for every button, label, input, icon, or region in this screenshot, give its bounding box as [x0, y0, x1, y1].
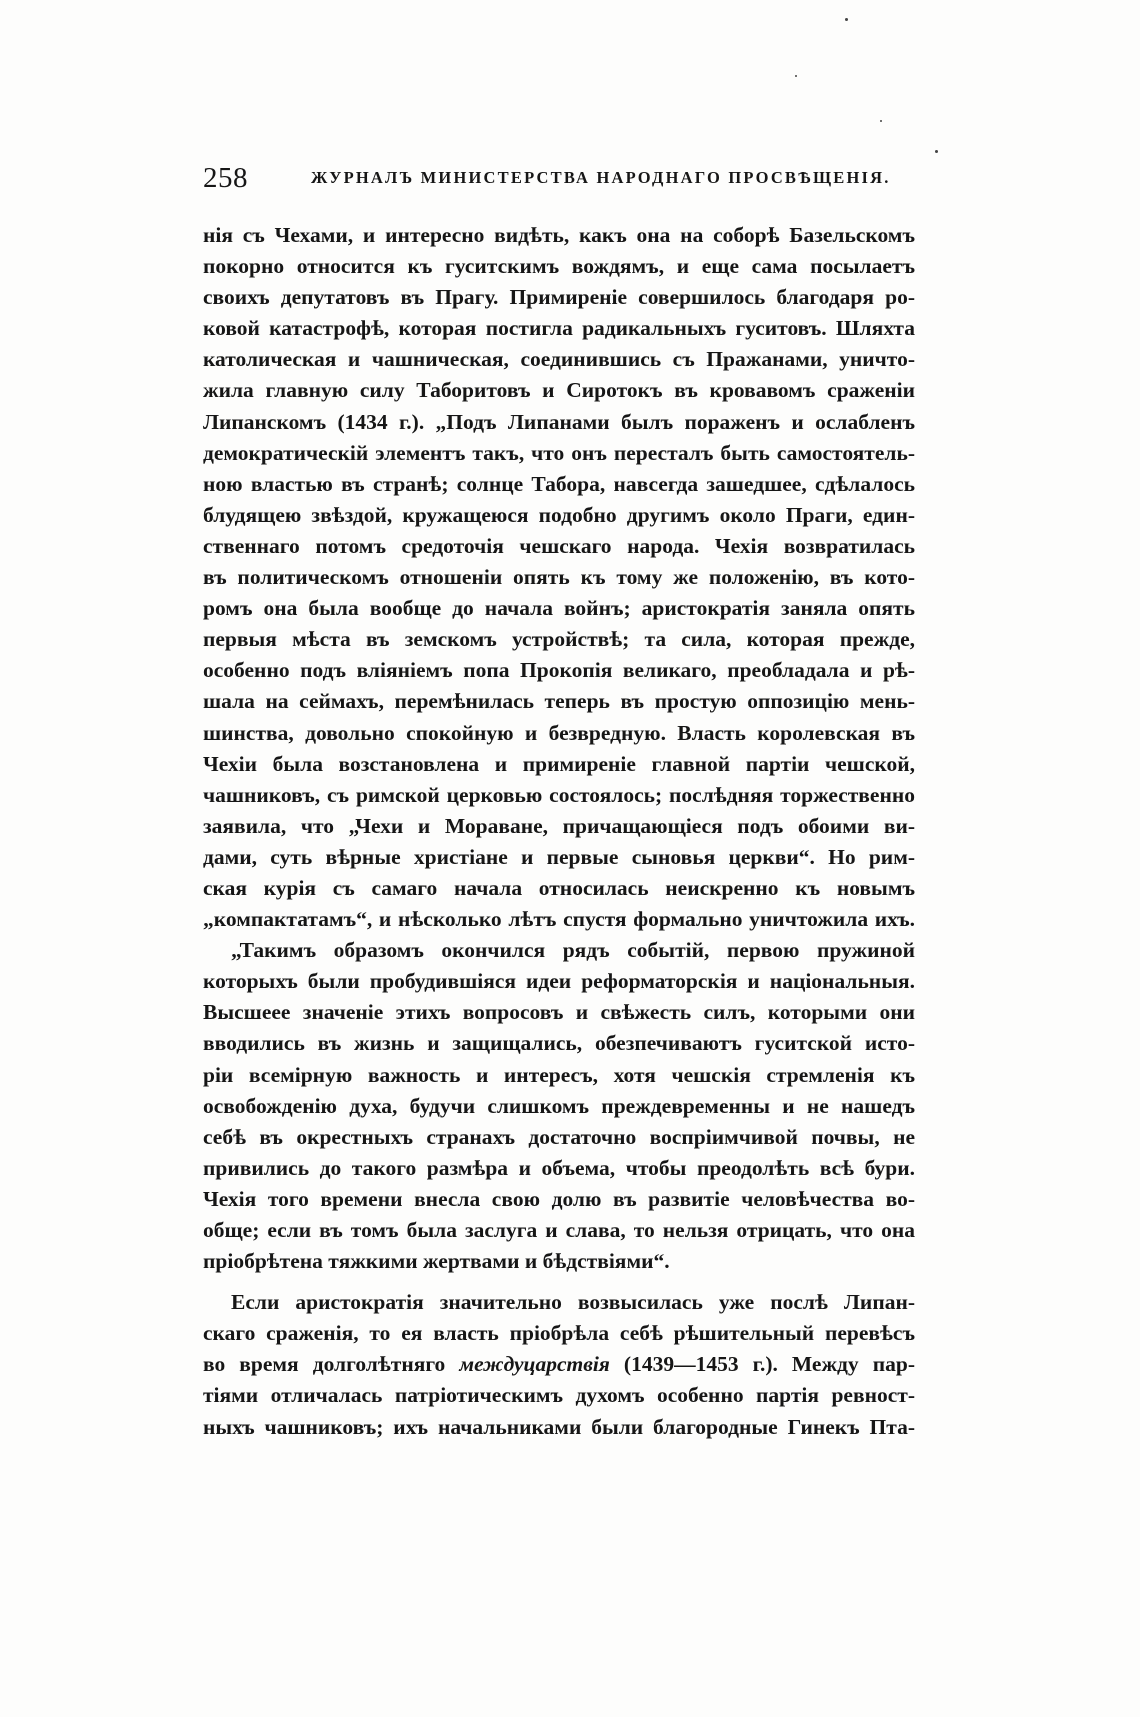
text-line: „компактатамъ“, и нѣсколько лѣтъ спустя формально уничтожила ихъ.: [203, 907, 915, 932]
body-text: [203, 220, 915, 1443]
text-line: скаго сраженія, то ея власть пріобрѣла себѣ рѣшительный перевѣсъ: [203, 1321, 915, 1346]
text-line: блудящею звѣздой, кружащеюся подобно другимъ около Праги, един-: [203, 502, 915, 527]
text-line: заявила, что „Чехи и Моравaне, причащающіеся подъ обоими ви-: [203, 813, 915, 838]
italic-term: междуцарствія: [459, 1352, 610, 1377]
text-run: во время долголѣтняго: [203, 1352, 446, 1377]
paper-speck: [845, 18, 848, 21]
paragraph-2: [203, 935, 915, 1277]
text-line: Липанскомъ (1434 г.). „Подъ Липанами былъ пораженъ и ослабленъ: [203, 409, 915, 434]
text-line: жила главную силу Таборитовъ и Сиротокъ въ кровавомъ сраженіи: [203, 378, 915, 403]
running-head: ЖУРНАЛЪ МИНИСТЕРСТВА НАРОДНАГО ПРОСВѢЩЕНІЯ.: [311, 168, 891, 187]
text-line: первыя мѣста въ земскомъ устройствѣ; та сила, которая прежде,: [203, 627, 915, 652]
text-line: католическая и чашническая, соединившись съ Пражанами, уничто-: [203, 347, 915, 372]
text-line: освобожденію духа, будучи слишкомъ преждевременны и не нашедъ: [203, 1093, 915, 1118]
text-line: тіями отличалась патріотическимъ духомъ особенно партія ревност-: [203, 1383, 915, 1408]
text-line: Чехіи была возстановлена и примиреніе главной партіи чешской,: [203, 751, 915, 776]
text-line: ковой катастрофѣ, которая постигла радикальныхъ гуситовъ. Шляхта: [203, 316, 915, 341]
text-line: дами, суть вѣрные христіане и первые сыновья церкви“. Но рим-: [203, 844, 915, 869]
text-line: ская курія съ самаго начала относилась неискренно къ новымъ: [203, 875, 915, 900]
paper-speck: [935, 150, 938, 153]
text-line: привились до такого размѣра и объема, чтобы преодолѣть всѣ бури.: [203, 1155, 915, 1180]
text-line: нія съ Чехами, и интересно видѣть, какъ она на соборѣ Базельскомъ: [203, 223, 915, 247]
text-line: обще; если въ томъ была заслуга и слава, то нельзя отрицать, что она: [203, 1218, 915, 1242]
text-line: въ политическомъ отношеніи опять къ тому же положенію, въ кото-: [203, 565, 915, 590]
page-header: [203, 158, 915, 198]
text-line-with-italic: [203, 1349, 915, 1380]
text-line: шинства, довольно спокойную и безвредную. Власть королевская въ: [203, 720, 915, 745]
text-line: ромъ она была вообще до начала войнъ; аристократія заняла опять: [203, 596, 915, 621]
text-line: себѣ въ окрестныхъ странахъ достаточно воспріимчивой почвы, не: [203, 1124, 915, 1149]
paragraph-3: [203, 1287, 915, 1442]
text-line: „Такимъ образомъ окончился рядъ событій, первою пружиной: [231, 938, 915, 963]
page-number: 258: [203, 162, 248, 194]
text-run: (1439—1453 г.). Между пар-: [623, 1352, 915, 1377]
paragraph-gap: [203, 1277, 915, 1287]
text-line: ственнаго потомъ средоточія чешскаго народа. Чехія возвратилась: [203, 533, 915, 558]
text-line: Чехія того времени внесла свою долю въ развитіе человѣчества во-: [203, 1186, 915, 1211]
text-line: которыхъ были пробудившіяся идеи реформаторскія и національныя.: [203, 969, 915, 994]
text-line: особенно подъ вліяніемъ попа Прокопія великаго, преобладала и рѣ-: [203, 658, 915, 683]
text-line: шала на сеймахъ, перемѣнилась теперь въ простую оппозицію мень-: [203, 689, 915, 714]
text-line: Если аристократія значительно возвысилась уже послѣ Липан-: [231, 1290, 915, 1315]
paper-speck: [880, 120, 882, 122]
paragraph-1: [203, 220, 915, 935]
text-line: ною властью въ странѣ; солнце Табора, навсегда зашедшее, сдѣлалось: [203, 471, 915, 496]
text-line: своихъ депутатовъ въ Прагу. Примиреніе совершилось благодаря ро-: [203, 285, 915, 310]
paper-speck: [795, 75, 797, 77]
text-line: ныхъ чашниковъ; ихъ начальниками были благородные Гинекъ Пта-: [203, 1414, 915, 1439]
text-line: вводились въ жизнь и защищались, обезпечиваютъ гуситской исто-: [203, 1031, 915, 1056]
text-line: Высшеее значеніе этихъ вопросовъ и свѣжесть силъ, которыми они: [203, 1000, 915, 1025]
text-line: ріи всемірную важность и интересъ, хотя чешскія стремленія къ: [203, 1062, 915, 1087]
text-line: пріобрѣтена тяжкими жертвами и бѣдствіями“.: [203, 1249, 670, 1274]
text-line: покорно относится къ гуситскимъ вождямъ, и еще сама посылаетъ: [203, 254, 915, 279]
text-line: чашниковъ, съ римской церковью состоялось; послѣдняя торжественно: [203, 782, 915, 807]
text-line: демократическій элементъ такъ, что онъ пересталъ быть самостоятель-: [203, 440, 915, 465]
